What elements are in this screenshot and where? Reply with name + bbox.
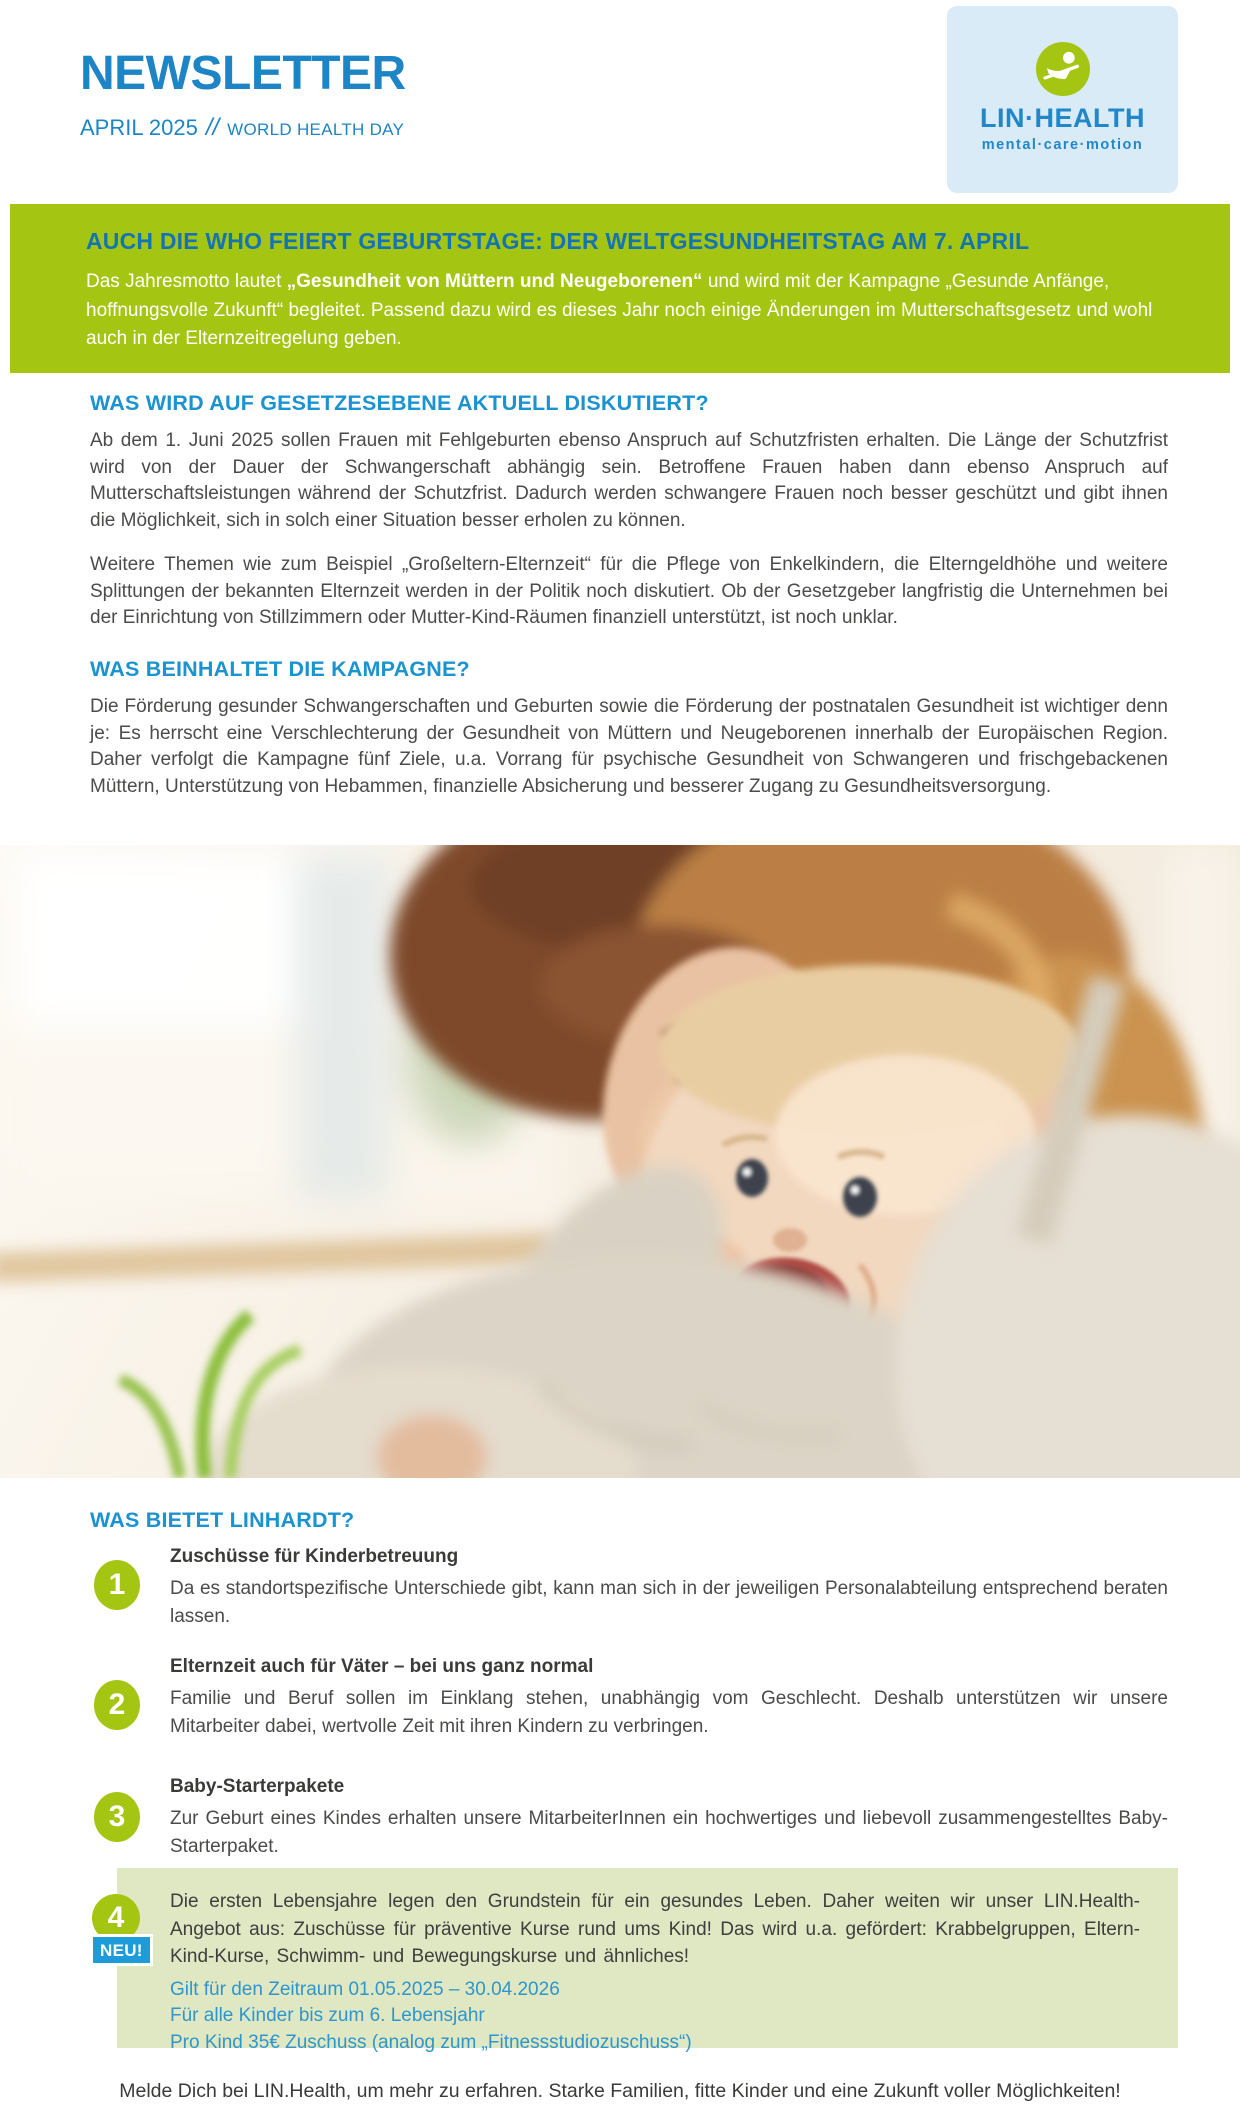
offers-heading: WAS BIETET LINHARDT? [90,1508,355,1532]
number-badge-4: 4 [92,1894,140,1942]
header [80,47,406,142]
banner-heading: AUCH DIE WHO FEIERT GEBURTSTAGE: DER WELTGESUNDHEITSTAG AM 7. APRIL [86,228,1030,254]
offer-item-starterpakete [90,1776,1168,1861]
section-law [90,391,1168,632]
mother-baby-photo [0,845,1240,1478]
linhealth-logo [947,6,1178,193]
section-law-para2: Weitere Themen wie zum Beispiel „Großeltern-Elternzeit“ für die Pflege von Enkelkindern, die Elterngeldhöhe und weitere Splittungen der bekannten Elternzeit werden in der Politik noch diskutiert. Ob der Gesetzgeber langfristig die Unternehmen bei der Einrichtung von Stillzimmern oder Mutter-Kind-Räumen finanziell unterstützt, ist noch unklar. [90,554,1168,628]
offer-text: Zur Geburt eines Kindes erhalten unsere MitarbeiterInnen ein hochwertiges und liebevoll zusammengestelltes Baby-Starterpaket. [170,1808,1168,1857]
section-campaign-heading: WAS BEINHALTET DIE KAMPAGNE? [90,657,470,681]
highlight-details [170,1977,1140,2057]
logo-tagline: mental·care·motion [981,137,1144,153]
banner-body-bold: „Gesundheit von Müttern und Neugeborenen“ [286,271,703,292]
offer-content [170,1776,1168,1861]
offer-content [170,1656,1168,1741]
banner-body-post: und wird mit der Kampagne „Gesunde Anfänge, hoffnungsvolle Zukunft“ begleitet. Passend dazu wird es dieses Jahr noch einige Änderungen im Mutterschaftsgesetz und wohl auch in der Elternzeitregelung geben. [86,271,1153,349]
person-motion-icon [1036,42,1090,96]
number-badge-1: 1 [94,1560,140,1610]
offer-item-kinderbetreuung [90,1546,1168,1631]
subtitle-separator: // [205,114,220,141]
number-badge-2: 2 [94,1680,140,1730]
banner-body-pre: Das Jahresmotto lautet [86,271,287,292]
banner-body [86,268,1161,354]
logo-wordmark: LIN·HEALTH [980,103,1145,133]
subtitle-date: APRIL 2025 [80,115,198,140]
banner-who-birthday [10,204,1230,373]
section-campaign [90,657,1168,800]
offer-text: Familie und Beruf sollen im Einklang stehen, unabhängig vom Geschlecht. Deshalb unterstützen wir unsere Mitarbeiter dabei, wertvolle Zeit mit ihren Kindern zu verbringen. [170,1688,1168,1737]
section-law-heading: WAS WIRD AUF GESETZESEBENE AKTUELL DISKUTIERT? [90,391,709,415]
section-law-para1: Ab dem 1. Juni 2025 sollen Frauen mit Fehlgeburten ebenso Anspruch auf Schutzfristen erhalten. Die Länge der Schutzfrist wird von der Dauer der Schwangerschaft abhängig sein. Betroffene Frauen haben dann ebenso Anspruch auf Mutterschaftsleistungen während der Schutzfrist. Dadurch werden schwangere Frauen noch besser geschützt und gibt ihnen die Möglichkeit, sich in solch einer Situation besser erholen zu können. [90,430,1168,531]
offer-title: Baby-Starterpakete [170,1776,345,1797]
number-badge-3: 3 [94,1792,140,1842]
page-title: NEWSLETTER [80,47,406,100]
highlight-text: Die ersten Lebensjahre legen den Grundstein für ein gesundes Leben. Daher weiten wir unser LIN.Health-Angebot aus: Zuschüsse für präventive Kurse rund ums Kind! Das wird u.a. gefördert: Krabbelgruppen, Eltern-Kind-Kurse, Schwimm- und Bewegungskurse und ähnliches! [170,1891,1140,1967]
offer-item-kurse-highlight [100,1868,1178,2053]
detail-alter: Für alle Kinder bis zum 6. Lebensjahr [170,2005,485,2026]
offer-title: Elternzeit auch für Väter – bei uns ganz normal [170,1656,594,1677]
offer-title: Zuschüsse für Kinderbetreuung [170,1546,459,1567]
neu-badge: NEU! [90,1934,153,1966]
offer-content [170,1546,1168,1631]
offer-text: Da es standortspezifische Unterschiede gibt, kann man sich in der jeweiligen Personalabteilung entsprechend beraten lassen. [170,1578,1168,1627]
subtitle-occasion: WORLD HEALTH DAY [227,120,405,139]
detail-zuschuss: Pro Kind 35€ Zuschuss (analog zum „Fitnessstudiozuschuss“) [170,2031,692,2053]
detail-zeitraum: Gilt für den Zeitraum 01.05.2025 – 30.04.2026 [170,1978,560,2000]
section-campaign-para: Die Förderung gesunder Schwangerschaften und Geburten sowie die Förderung der postnatalen Gesundheit ist wichtiger denn je: Es herrscht eine Verschlechterung der Gesundheit von Müttern und Neugeborenen innerhalb der Europäischen Region. Daher verfolgt die Kampagne fünf Ziele, u.a. Vorrang für psychische Gesundheit von Schwangeren und frischgebackenen Müttern, Unterstützung von Hebammen, finanzielle Absicherung und besserer Zugang zu Gesundheitsversorgung. [90,696,1168,797]
footer-cta: Melde Dich bei LIN.Health, um mehr zu erfahren. Starke Familien, fitte Kinder und eine Zukunft voller Möglichkeiten! [119,2080,1121,2102]
offer-item-elternzeit [90,1656,1168,1741]
page-subtitle [80,114,406,142]
